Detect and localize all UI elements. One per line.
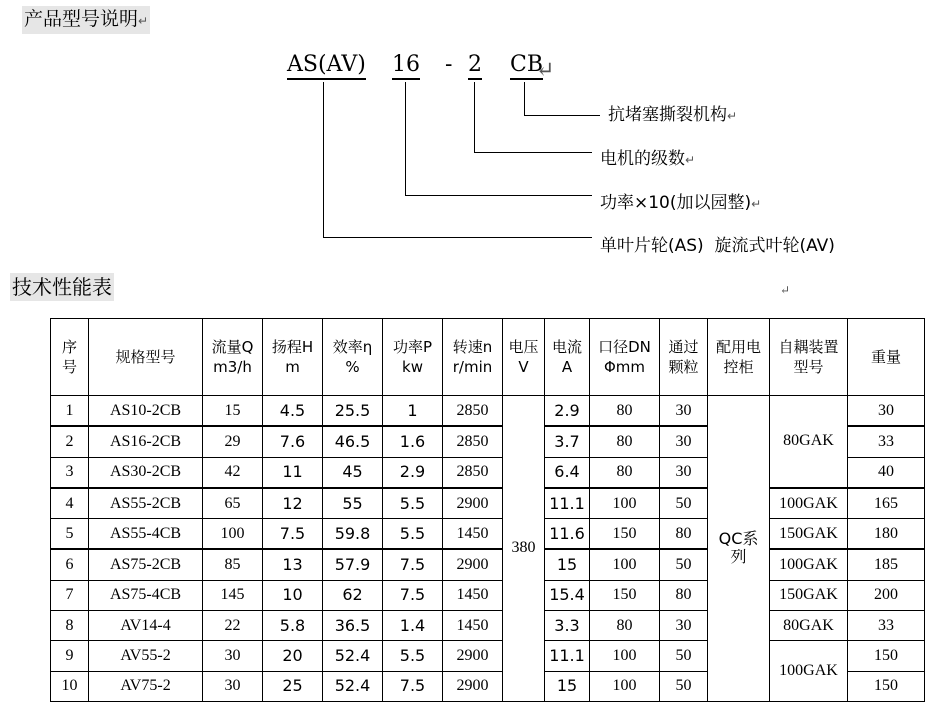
cell-current: 3.7 (545, 426, 590, 457)
table-header-row (51, 319, 925, 396)
header-speed: 转速n r/min (443, 319, 503, 396)
cell-diameter: 80 (590, 611, 660, 641)
cell-particle: 50 (660, 488, 708, 519)
cell-flow: 29 (203, 426, 263, 457)
cell-index: 3 (51, 457, 89, 488)
cell-diameter: 150 (590, 580, 660, 610)
leader-line-poles-v (474, 82, 475, 153)
cell-efficiency: 55 (323, 488, 383, 519)
legend-power: 功率×10(加以园整)↵ (600, 193, 762, 213)
cell-power: 5.5 (383, 488, 443, 519)
cell-weight: 150 (848, 641, 925, 671)
cell-head: 13 (263, 549, 323, 580)
cell-model: AS16-2CB (89, 426, 203, 457)
cell-speed: 2900 (443, 549, 503, 580)
section-title-model: 产品型号说明↵ (22, 6, 150, 34)
cell-diameter: 100 (590, 671, 660, 701)
cell-power: 1 (383, 396, 443, 427)
cell-model: AS55-4CB (89, 519, 203, 550)
cell-flow: 30 (203, 671, 263, 701)
cell-model: AV14-4 (89, 611, 203, 641)
cell-power: 7.5 (383, 549, 443, 580)
cell-weight: 30 (848, 396, 925, 427)
header-control-cabinet: 配用电 控柜 (708, 319, 770, 396)
cell-current: 3.3 (545, 611, 590, 641)
cell-model: AS75-4CB (89, 580, 203, 610)
cell-voltage: 380 (503, 396, 545, 702)
cell-index: 1 (51, 396, 89, 427)
code-poles: 2 (468, 52, 482, 80)
table-row (51, 488, 925, 519)
cell-flow: 145 (203, 580, 263, 610)
leader-line-power-h (405, 195, 592, 196)
cell-flow: 100 (203, 519, 263, 550)
cell-weight: 33 (848, 426, 925, 457)
cell-current: 11.1 (545, 488, 590, 519)
cell-diameter: 100 (590, 641, 660, 671)
cell-current: 15 (545, 671, 590, 701)
cell-power: 1.6 (383, 426, 443, 457)
cell-index: 7 (51, 580, 89, 610)
cell-current: 11.6 (545, 519, 590, 550)
cell-weight: 33 (848, 611, 925, 641)
header-head: 扬程H m (263, 319, 323, 396)
cell-diameter: 100 (590, 488, 660, 519)
cell-model: AS30-2CB (89, 457, 203, 488)
cell-index: 4 (51, 488, 89, 519)
cell-weight: 150 (848, 671, 925, 701)
cell-efficiency: 36.5 (323, 611, 383, 641)
cell-model: AV55-2 (89, 641, 203, 671)
cell-particle: 80 (660, 519, 708, 550)
header-index: 序 号 (51, 319, 89, 396)
leader-line-power-v (405, 82, 406, 196)
cell-head: 5.8 (263, 611, 323, 641)
cell-efficiency: 59.8 (323, 519, 383, 550)
cell-weight: 180 (848, 519, 925, 550)
cell-speed: 2850 (443, 396, 503, 427)
cell-power: 2.9 (383, 457, 443, 488)
cell-flow: 65 (203, 488, 263, 519)
cell-flow: 30 (203, 641, 263, 671)
cell-head: 7.5 (263, 519, 323, 550)
header-efficiency: 效率η % (323, 319, 383, 396)
cell-model: AS55-2CB (89, 488, 203, 519)
cell-index: 8 (51, 611, 89, 641)
cell-speed: 1450 (443, 519, 503, 550)
legend-anti-clog: 抗堵塞撕裂机构↵ (608, 105, 738, 125)
code-anti-clog: CB (510, 52, 543, 80)
cell-particle: 50 (660, 641, 708, 671)
cell-current: 6.4 (545, 457, 590, 488)
cell-index: 10 (51, 671, 89, 701)
cell-diameter: 80 (590, 426, 660, 457)
header-coupling: 自耦装置 型号 (770, 319, 848, 396)
cell-power: 1.4 (383, 611, 443, 641)
cell-coupling: 100GAK (770, 641, 848, 702)
cell-power: 7.5 (383, 671, 443, 701)
cell-coupling: 150GAK (770, 519, 848, 550)
cell-weight: 40 (848, 457, 925, 488)
header-model: 规格型号 (89, 319, 203, 396)
cell-diameter: 80 (590, 396, 660, 427)
leader-line-cb-v (524, 82, 525, 116)
header-weight: 重量 (848, 319, 925, 396)
code-power: 16 (392, 52, 420, 80)
cell-weight: 200 (848, 580, 925, 610)
cell-efficiency: 45 (323, 457, 383, 488)
cell-power: 5.5 (383, 641, 443, 671)
cell-coupling: 100GAK (770, 488, 848, 519)
cell-particle: 30 (660, 457, 708, 488)
cell-speed: 2850 (443, 426, 503, 457)
cell-speed: 1450 (443, 611, 503, 641)
cell-diameter: 100 (590, 549, 660, 580)
cell-efficiency: 62 (323, 580, 383, 610)
cell-particle: 80 (660, 580, 708, 610)
header-current: 电流 A (545, 319, 590, 396)
cell-efficiency: 52.4 (323, 641, 383, 671)
cell-model: AS75-2CB (89, 549, 203, 580)
cell-head: 12 (263, 488, 323, 519)
cell-speed: 2900 (443, 641, 503, 671)
cell-flow: 15 (203, 396, 263, 427)
cell-model: AS10-2CB (89, 396, 203, 427)
code-para-mark: ↵ (536, 58, 555, 83)
performance-table (50, 318, 925, 702)
cell-coupling: 80GAK (770, 611, 848, 641)
cell-head: 25 (263, 671, 323, 701)
cell-efficiency: 46.5 (323, 426, 383, 457)
header-diameter: 口径DN Φmm (590, 319, 660, 396)
cell-diameter: 80 (590, 457, 660, 488)
cell-speed: 2900 (443, 488, 503, 519)
cell-speed: 2850 (443, 457, 503, 488)
header-voltage: 电压 V (503, 319, 545, 396)
cell-current: 11.1 (545, 641, 590, 671)
cell-head: 7.6 (263, 426, 323, 457)
section-title-performance: 技术性能表 (12, 275, 112, 299)
cell-control-cabinet: QC系 列 (708, 396, 770, 702)
cell-flow: 22 (203, 611, 263, 641)
leader-line-cb-h (524, 115, 600, 116)
cell-particle: 30 (660, 611, 708, 641)
cell-particle: 30 (660, 426, 708, 457)
cell-speed: 1450 (443, 580, 503, 610)
cell-current: 2.9 (545, 396, 590, 427)
code-series: AS(AV) (287, 52, 366, 80)
cell-flow: 42 (203, 457, 263, 488)
header-particle: 通过 颗粒 (660, 319, 708, 396)
cell-power: 7.5 (383, 580, 443, 610)
cell-coupling: 150GAK (770, 580, 848, 610)
cell-head: 4.5 (263, 396, 323, 427)
cell-index: 5 (51, 519, 89, 550)
header-power: 功率P kw (383, 319, 443, 396)
cell-head: 20 (263, 641, 323, 671)
legend-poles: 电机的级数↵ (600, 149, 696, 169)
cell-model: AV75-2 (89, 671, 203, 701)
cell-efficiency: 52.4 (323, 671, 383, 701)
cell-coupling: 100GAK (770, 549, 848, 580)
leader-line-series-h (323, 237, 592, 238)
cell-head: 11 (263, 457, 323, 488)
cell-index: 2 (51, 426, 89, 457)
cell-diameter: 150 (590, 519, 660, 550)
cell-weight: 165 (848, 488, 925, 519)
cell-current: 15.4 (545, 580, 590, 610)
table-row (51, 580, 925, 610)
header-flow: 流量Q m3/h (203, 319, 263, 396)
code-dash: - (445, 52, 453, 77)
cell-weight: 185 (848, 549, 925, 580)
table-row (51, 611, 925, 641)
cell-efficiency: 57.9 (323, 549, 383, 580)
cell-power: 5.5 (383, 519, 443, 550)
table-row (51, 549, 925, 580)
cell-index: 9 (51, 641, 89, 671)
cell-head: 10 (263, 580, 323, 610)
cell-speed: 2900 (443, 671, 503, 701)
cell-index: 6 (51, 549, 89, 580)
leader-line-series-v (323, 82, 324, 238)
table-row (51, 519, 925, 550)
cell-particle: 50 (660, 549, 708, 580)
legend-impeller: 单叶片轮(AS) 旋流式叶轮(AV) (600, 236, 835, 256)
leader-line-poles-h (474, 152, 592, 153)
table-row (51, 641, 925, 671)
cell-efficiency: 25.5 (323, 396, 383, 427)
table-row (51, 396, 925, 427)
para-mark: ↵ (780, 283, 791, 297)
cell-coupling: 80GAK (770, 396, 848, 488)
cell-flow: 85 (203, 549, 263, 580)
cell-particle: 30 (660, 396, 708, 427)
cell-current: 15 (545, 549, 590, 580)
cell-particle: 50 (660, 671, 708, 701)
